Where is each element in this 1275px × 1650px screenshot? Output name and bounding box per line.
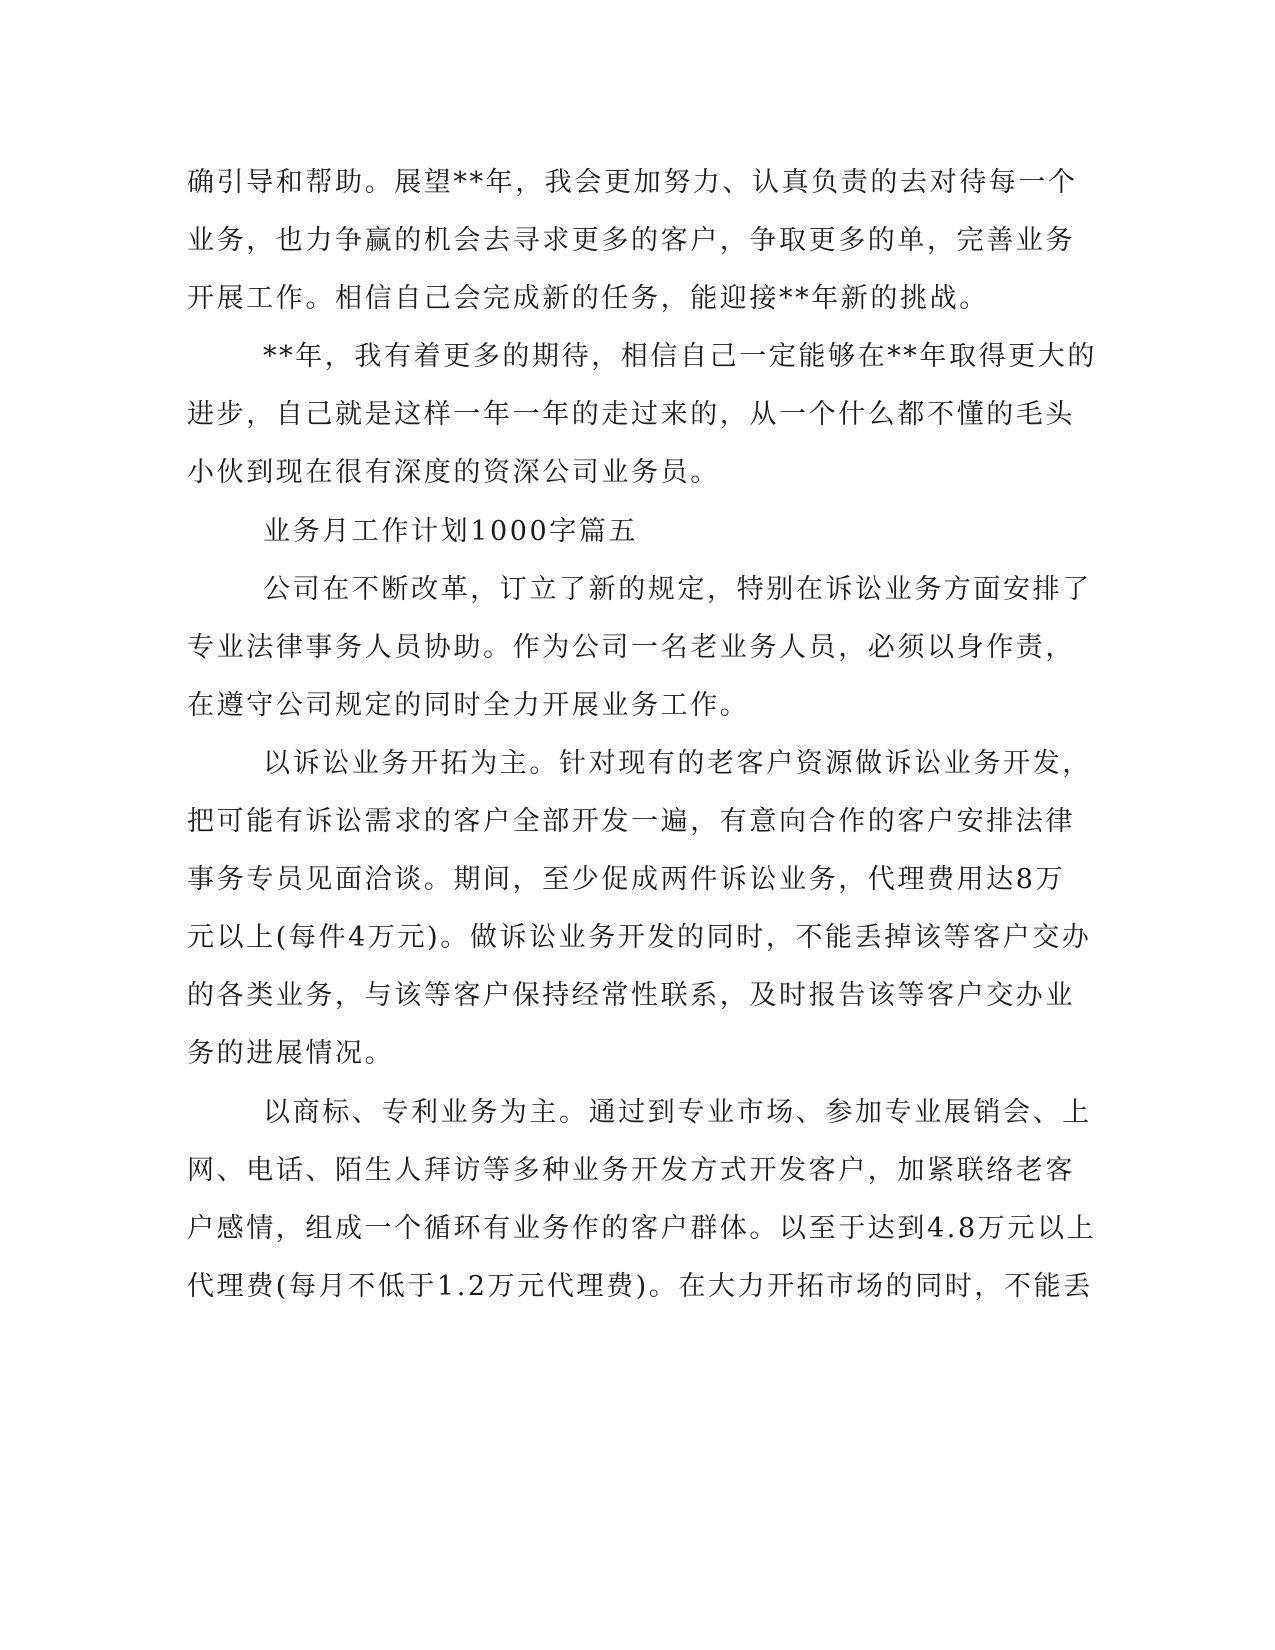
paragraph-first-line: 以诉讼业务开拓为主。针对现有的老客户资源做诉讼业务开发， [263,747,1092,779]
text-line: 的各类业务，与该等客户保持经常性联系，及时报告该等客户交办业 [187,980,1075,1012]
paragraph-first-line: **年，我有着更多的期待，相信自己一定能够在**年取得更大的 [263,341,1097,373]
paragraph-first-line: 以商标、专利业务为主。通过到专业市场、参加专业展销会、上 [263,1096,1092,1128]
text-line: 户感情，组成一个循环有业务作的客户群体。以至于达到4.8万元以上 [187,1212,1097,1244]
text-line: 事务专员见面洽谈。期间，至少促成两件诉讼业务，代理费用达8万 [187,864,1066,896]
text-line: 网、电话、陌生人拜访等多种业务开发方式开发客户，加紧联络老客 [187,1154,1075,1186]
text-line: 在遵守公司规定的同时全力开展业务工作。 [187,689,750,721]
text-line: 小伙到现在很有深度的资深公司业务员。 [187,457,720,489]
text-line: 确引导和帮助。展望**年，我会更加努力、认真负责的去对待每一个 [187,167,1078,198]
text-line: 进步，自己就是这样一年一年的走过来的，从一个什么都不懂的毛头 [187,399,1075,431]
body-text [187,164,1097,1326]
text-line: 专业法律事务人员协助。作为公司一名老业务人员，必须以身作责， [187,631,1075,663]
text-line: 元以上(每件4万元)。做诉讼业务开发的同时，不能丢掉该等客户交办 [187,922,1092,954]
text-line: 业务，也力争赢的机会去寻求更多的客户，争取更多的单，完善业务 [187,225,1075,257]
section-heading: 业务月工作计划1000字篇五 [263,515,639,547]
paragraph-first-line: 公司在不断改革，订立了新的规定，特别在诉讼业务方面安排了 [263,573,1092,605]
text-line: 开展工作。相信自己会完成新的任务，能迎接**年新的挑战。 [187,283,989,315]
text-line: 把可能有诉讼需求的客户全部开发一遍，有意向合作的客户安排法律 [187,806,1075,838]
text-line: 代理费(每月不低于1.2万元代理费)。在大力开拓市场的同时，不能丢 [187,1270,1093,1302]
text-line: 务的进展情况。 [187,1038,395,1070]
